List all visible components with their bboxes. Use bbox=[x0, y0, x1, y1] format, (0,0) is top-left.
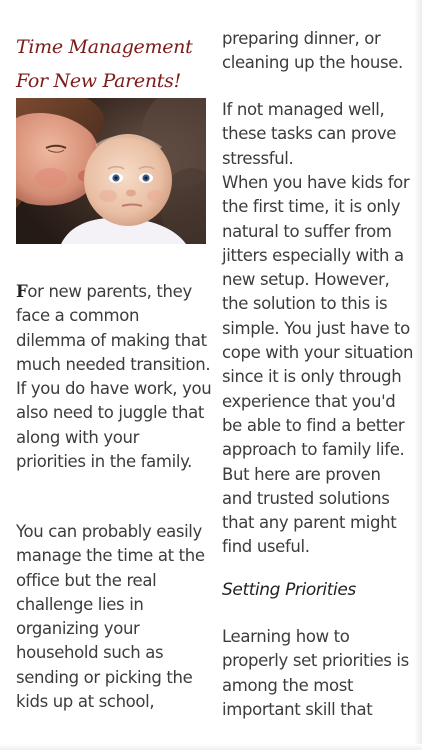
page-bottom-shadow bbox=[0, 744, 422, 750]
paragraph-intro bbox=[16, 280, 212, 474]
paragraph-office: You can probably easily manage the time at the office but the real challenge lies in organizing your household such as sending or picking the kids up at school, bbox=[16, 522, 205, 712]
paragraph-continued: preparing dinner, or cleaning up the house. bbox=[222, 29, 403, 73]
paragraph-priorities: Learning how to properly set priorities is among the most important skill that bbox=[222, 627, 409, 719]
paragraph-intro-text: or new parents, they face a common dilemma of making that much needed transition. If you do have work, you also need to juggle that along with your priorities in the family. bbox=[16, 282, 212, 472]
article-photo bbox=[16, 98, 206, 244]
paragraph-first-kids: When you have kids for the first time, it is only natural to suffer from jitters especially with a new setup. However, the solution to this is simple. You just have to cope with your situation since it is only through experience that you'd be able to find a better approach to family life. But here are proven and trusted solutions that any parent might find useful. bbox=[222, 173, 414, 557]
mother-baby-image bbox=[16, 98, 206, 244]
section-heading: Setting Priorities bbox=[222, 580, 356, 600]
paragraph-stressful: If not managed well, these tasks can prove stressful. bbox=[222, 100, 397, 168]
page-edge-shadow bbox=[414, 0, 422, 750]
drop-cap: F bbox=[16, 282, 28, 301]
article-title: Time Management For New Parents! bbox=[16, 36, 193, 92]
